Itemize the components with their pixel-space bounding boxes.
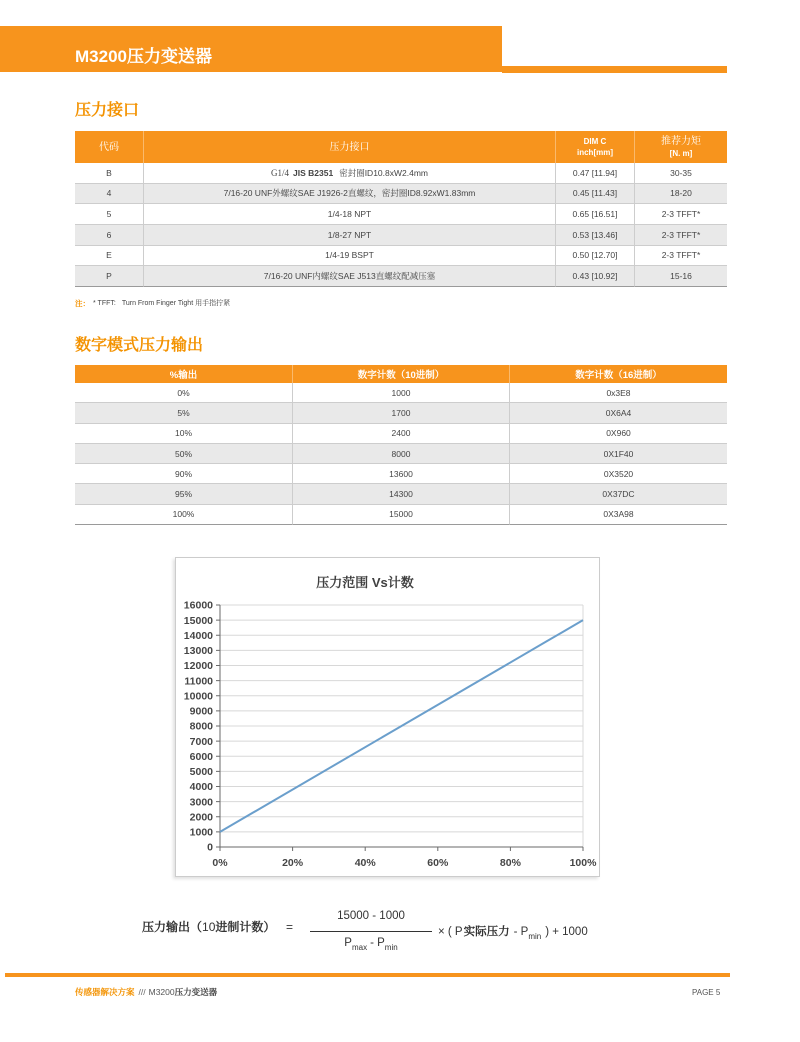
y-tick-label: 3000 — [189, 796, 213, 809]
formula-minus-p: - P — [513, 926, 529, 938]
code-cell: 5 — [75, 204, 143, 225]
torque-cell: 2-3 TFFT* — [634, 246, 727, 267]
torque-header-line2: [N. m] — [669, 149, 693, 158]
y-tick-label: 14000 — [183, 629, 213, 642]
code-cell: E — [75, 246, 143, 267]
torque-cell: 2-3 TFFT* — [634, 225, 727, 246]
torque-header-line1: 推荐力矩 — [661, 136, 701, 147]
interface-cell: 1/8-27 NPT — [143, 225, 555, 246]
hex-cell: 0x3E8 — [509, 383, 727, 403]
interface-cell: 1/4-19 BSPT — [143, 246, 555, 267]
torque-cell: 30-35 — [634, 163, 727, 184]
denominator-p: P — [344, 937, 352, 949]
table-row — [75, 444, 727, 464]
table-row — [75, 505, 727, 525]
x-tick-label: 60% — [427, 857, 449, 869]
y-tick-label: 16000 — [183, 599, 213, 612]
formula-times-open: × ( P — [438, 926, 463, 938]
decimal-cell: 8000 — [292, 444, 509, 464]
thread-spec: G1/4 — [271, 167, 290, 178]
formula-actual-pressure: 实际压力 — [463, 926, 510, 938]
percent-cell: 100% — [75, 505, 292, 525]
code-cell: B — [75, 163, 143, 184]
table-row — [75, 184, 727, 205]
decimal-cell: 1700 — [292, 403, 509, 423]
percent-cell: 50% — [75, 444, 292, 464]
col-header-hex: 数字计数（16进制） — [509, 365, 727, 383]
y-tick-label: 10000 — [183, 690, 213, 703]
table-row — [75, 163, 727, 184]
col-header-torque — [634, 131, 727, 163]
denominator-minus-p: - P — [370, 937, 385, 949]
decimal-cell: 1000 — [292, 383, 509, 403]
footnote-text: Turn From Finger Tight 用手指拧紧 — [121, 300, 231, 307]
formula-numerator — [310, 909, 432, 923]
y-tick-label: 7000 — [189, 735, 213, 748]
y-tick-label: 4000 — [189, 781, 213, 794]
formula-sub-min: min — [528, 932, 542, 941]
formula-lhs-text: 压力输出（ — [142, 920, 203, 934]
code-cell: 4 — [75, 184, 143, 205]
torque-cell: 18-20 — [634, 184, 727, 205]
y-tick-label: 2000 — [189, 811, 213, 824]
table-row — [75, 246, 727, 267]
pressure-vs-count-chart — [175, 557, 600, 877]
table-row — [75, 464, 727, 484]
y-tick-label: 15000 — [183, 614, 213, 627]
interface-cell: 7/16-20 UNF内螺纹SAE J513直螺纹配减压塞 — [143, 266, 555, 287]
dim-header-line2: inch[mm] — [577, 148, 613, 157]
hex-cell: 0X37DC — [509, 484, 727, 504]
formula-lhs-base: 10 — [202, 920, 216, 934]
col-header-decimal: 数字计数（10进制） — [292, 365, 509, 383]
table-row — [75, 484, 727, 504]
formula-lhs-text-2: 进制计数） — [215, 920, 276, 934]
hex-cell: 0X960 — [509, 424, 727, 444]
percent-cell: 5% — [75, 403, 292, 423]
torque-cell: 2-3 TFFT* — [634, 204, 727, 225]
col-header-percent: %输出 — [169, 370, 198, 381]
percent-cell: 90% — [75, 464, 292, 484]
table-header — [75, 131, 727, 163]
x-tick-label: 20% — [282, 857, 304, 869]
hex-cell: 0X3A98 — [509, 505, 727, 525]
fraction-bar — [310, 931, 432, 932]
table-row — [75, 403, 727, 423]
y-tick-label: 0 — [207, 841, 213, 854]
section-heading-digital-output: 数字模式压力输出 — [75, 337, 204, 354]
col-header-dim — [555, 131, 634, 163]
y-tick-label: 8000 — [189, 720, 213, 733]
footer-brand: 传感器解决方案 — [75, 987, 135, 997]
x-tick-label: 40% — [354, 857, 376, 869]
decimal-cell: 14300 — [292, 484, 509, 504]
page-number: PAGE 5 — [692, 988, 721, 997]
decimal-cell: 13600 — [292, 464, 509, 484]
table-row — [75, 266, 727, 287]
formula-close: ) + 1000 — [545, 926, 588, 938]
table-header — [75, 365, 727, 383]
hex-cell: 0X3520 — [509, 464, 727, 484]
footer-product: 压力变送器 — [174, 987, 218, 997]
footnote-key: * TFFT: — [93, 300, 116, 307]
standard-code: JIS B2351 — [293, 167, 334, 178]
footer-model: M3200 — [148, 987, 175, 997]
dim-cell: 0.47 [11.94] — [555, 163, 634, 184]
code-cell: P — [75, 266, 143, 287]
col-header-interface: 压力接口 — [143, 131, 555, 163]
table-row — [75, 204, 727, 225]
table-footnote — [75, 299, 230, 309]
digital-output-table — [75, 365, 727, 525]
y-tick-label: 1000 — [189, 826, 213, 839]
y-tick-label: 9000 — [189, 705, 213, 718]
torque-cell: 15-16 — [634, 266, 727, 287]
formula-lhs — [142, 920, 275, 934]
percent-cell: 95% — [75, 484, 292, 504]
formula-denominator — [310, 936, 432, 951]
y-tick-label: 5000 — [189, 766, 213, 779]
dim-cell: 0.65 [16.51] — [555, 204, 634, 225]
x-tick-label: 0% — [212, 857, 228, 869]
denominator-sub-min: min — [384, 943, 398, 952]
y-tick-label: 12000 — [183, 660, 213, 673]
decimal-cell: 15000 — [292, 505, 509, 525]
header-rule — [502, 66, 727, 73]
interface-cell: 1/4-18 NPT — [143, 204, 555, 225]
pressure-port-table — [75, 131, 727, 287]
table-row — [75, 424, 727, 444]
percent-cell: 0% — [75, 383, 292, 403]
seal-spec: 密封圈ID10.8xW2.4mm — [339, 167, 428, 178]
page-title: M3200压力变送器 — [75, 47, 212, 66]
section-heading-pressure-port: 压力接口 — [75, 102, 140, 119]
dim-cell: 0.53 [13.46] — [555, 225, 634, 246]
chart-canvas — [176, 558, 599, 876]
x-tick-label: 100% — [569, 857, 597, 869]
hex-cell: 0X6A4 — [509, 403, 727, 423]
code-cell: 6 — [75, 225, 143, 246]
percent-cell: 10% — [75, 424, 292, 444]
table-row — [75, 225, 727, 246]
hex-cell: 0X1F40 — [509, 444, 727, 464]
denominator-sub-max: max — [351, 943, 368, 952]
footer-separator: /// — [138, 987, 146, 997]
x-tick-label: 80% — [499, 857, 521, 869]
interface-cell — [143, 163, 555, 184]
footer-rule — [5, 973, 730, 977]
y-tick-label: 13000 — [183, 645, 213, 658]
dim-cell: 0.43 [10.92] — [555, 266, 634, 287]
numerator-text: 15000 - 1000 — [337, 910, 405, 922]
table-row — [75, 383, 727, 403]
dim-cell: 0.50 [12.70] — [555, 246, 634, 267]
formula-equals: = — [286, 920, 294, 934]
y-tick-label: 6000 — [189, 750, 213, 763]
decimal-cell: 2400 — [292, 424, 509, 444]
interface-cell: 7/16-20 UNF外螺纹SAE J1926-2直螺纹，密封圈ID8.92xW1.83mm — [143, 184, 555, 205]
formula-rhs — [438, 925, 588, 940]
dim-header-line1: DIM C — [583, 137, 607, 146]
footnote-label: 注： — [75, 299, 90, 308]
footer-caption — [75, 987, 217, 998]
dim-cell: 0.45 [11.43] — [555, 184, 634, 205]
chart-title: 压力范围 Vs计数 — [316, 575, 414, 590]
y-tick-label: 11000 — [184, 675, 213, 688]
col-header-code: 代码 — [99, 141, 119, 153]
